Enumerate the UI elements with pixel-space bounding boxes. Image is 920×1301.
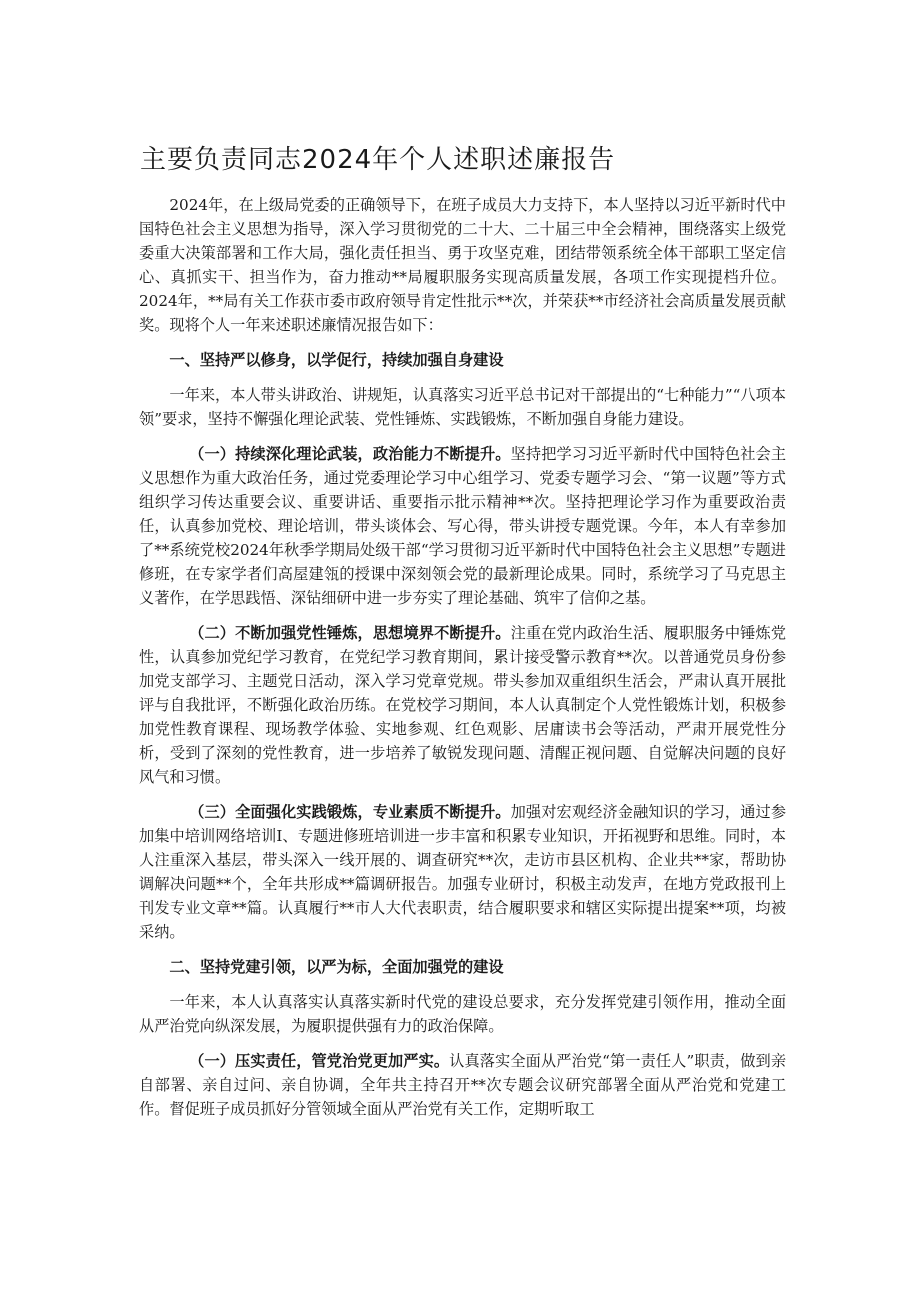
section-2-item-1-heading: （一）压实责任，管党治党更加严实。 [189,1052,450,1070]
document-body [139,193,786,1121]
document-title: 主要负责同志2024年个人述职述廉报告 [140,145,616,175]
section-2-item-1-text: 认真落实全面从严治党“第一责任人”职责，做到亲自部署、亲自过问、亲自协调，全年共主持召开**次专题会议研究部署全面从严治党和党建工作。督促班子成员抓好分管领域全面从严治党有关工作，定期听取工 [139,1052,787,1118]
section-2-item-1 [139,1049,786,1121]
section-2-intro: 一年来，本人认真落实认真落实新时代党的建设总要求，充分发挥党建引领作用，推动全面从严治党向纵深发展，为履职提供强有力的政治保障。 [139,993,786,1035]
section-2-heading: 二、坚持党建引领，以严为标，全面加强党的建设 [169,958,504,976]
section-1-item-3-text: 加强对宏观经济金融知识的学习，通过参加集中培训网络培训I、专题进修班培训进一步丰富和积累专业知识，开拓视野和思维。同时，本人注重深入基层，带头深入一线开展的、调查研究**次，走访市县区机构、企业共**家，帮助协调解决问题**个，全年共形成**篇调研报告。加强专业研讨，积极主动发声，在地方党政报刊上刊发专业文章**篇。认真履行**市人大代表职责，结合履职要求和辖区实际提出提案**项，均被采纳。 [139,803,787,941]
section-1-item-1-text: 坚持把学习习近平新时代中国特色社会主义思想作为重大政治任务，通过党委理论学习中心组学习、党委专题学习会、“第一议题”等方式组织学习传达重要会议、重要讲话、重要指示批示精神**次。坚持把理论学习作为重要政治责任，认真参加党校、理论培训，带头谈体会、写心得，带头讲授专题党课。今年，本人有幸参加了**系统党校2024年秋季学期局处级干部“学习贯彻习近平新时代中国特色社会主义思想”专题进修班，在专家学者们高屋建瓴的授课中深刻领会党的最新理论成果。同时，系统学习了马克思主义著作，在学思践悟、深钻细研中进一步夯实了理论基础、筑牢了信仰之基。 [139,445,787,607]
section-1-item-3 [139,800,786,944]
section-1-item-1 [139,442,786,610]
section-1-item-2 [139,621,786,789]
section-1-intro: 一年来，本人带头讲政治、讲规矩，认真落实习近平总书记对干部提出的“七种能力”“八项本领”要求，坚持不懈强化理论武装、党性锤炼、实践锻炼，不断加强自身能力建设。 [139,386,786,428]
section-1-heading: 一、坚持严以修身，以学促行，持续加强自身建设 [169,351,504,369]
section-1-item-2-heading: （二）不断加强党性锤炼，思想境界不断提升。 [189,624,511,642]
section-1-item-3-heading: （三）全面强化实践锻炼，专业素质不断提升。 [189,803,511,821]
section-1-item-1-heading: （一）持续深化理论武装，政治能力不断提升。 [189,445,511,463]
intro-paragraph: 2024年，在上级局党委的正确领导下，在班子成员大力支持下，本人坚持以习近平新时代中国特色社会主义思想为指导，深入学习贯彻党的二十大、二十届三中全会精神，围绕落实上级党委重大决策部署和工作大局，强化责任担当、勇于攻坚克难，团结带领系统全体干部职工坚定信心、真抓实干、担当作为，奋力推动**局履职服务实现高质量发展，各项工作实现提档升位。2024年，**局有关工作获市委市政府领导肯定性批示**次，并荣获**市经济社会高质量发展贡献奖。现将个人一年来述职述廉情况报告如下： [139,196,786,334]
section-1-item-2-text: 注重在党内政治生活、履职服务中锤炼党性，认真参加党纪学习教育，在党纪学习教育期间，累计接受警示教育**次。以普通党员身份参加党支部学习、主题党日活动，深入学习党章党规。带头参加双重组织生活会，严肃认真开展批评与自我批评，不断强化政治历练。在党校学习期间，本人认真制定个人党性锻炼计划，积极参加党性教育课程、现场教学体验、实地参观、红色观影、居庸读书会等活动，严肃开展党性分析，受到了深刻的党性教育，进一步培养了敏锐发现问题、清醒正视问题、自觉解决问题的良好风气和习惯。 [139,624,787,786]
